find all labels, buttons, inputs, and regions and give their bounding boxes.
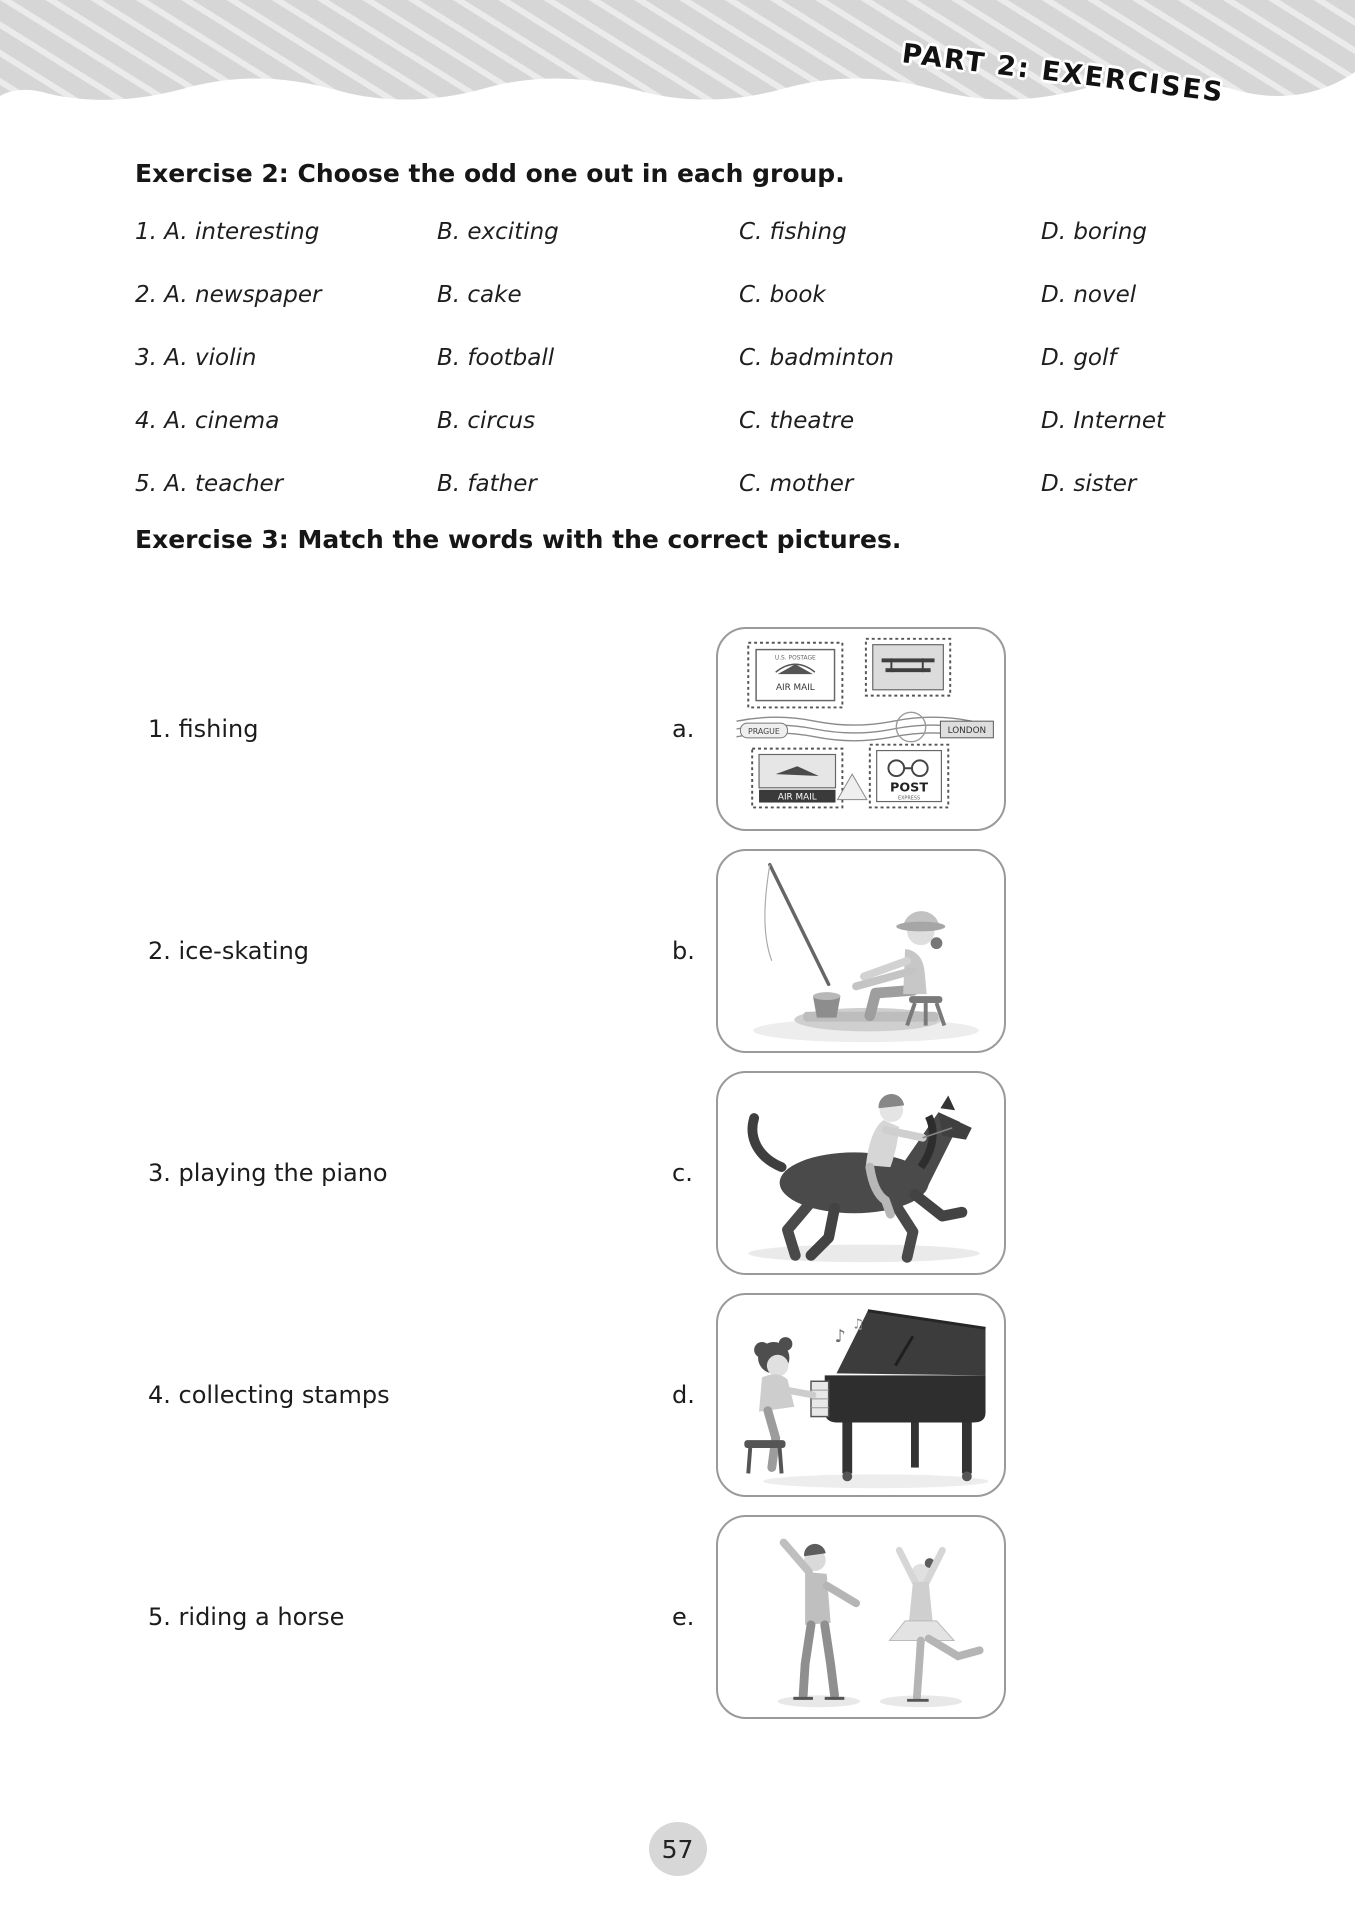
exercise2-table: [0, 200, 1355, 515]
ex2-option: B. circus: [437, 407, 536, 434]
stamp-label: AIR MAIL: [777, 792, 817, 803]
ex2-option: D. Internet: [1041, 407, 1166, 434]
match-row: [0, 618, 1355, 840]
ex2-option: 3. A. violin: [135, 344, 257, 371]
match-letter: b.: [672, 937, 695, 965]
match-row: [0, 1506, 1355, 1728]
ex2-option: 5. A. teacher: [135, 470, 284, 497]
horse-riding-illustration: [718, 1073, 1004, 1273]
match-word: 4. collecting stamps: [148, 1381, 390, 1409]
page-number: 57: [649, 1822, 707, 1876]
part-label: PART 2: EXERCISES: [900, 38, 1226, 109]
ex2-option: C. badminton: [739, 344, 895, 371]
picture-box-e: [716, 1515, 1006, 1719]
match-word: 2. ice-skating: [148, 937, 310, 965]
ice-skating-pair-illustration: [718, 1517, 1004, 1717]
stamp-label: PRAGUE: [748, 726, 780, 736]
playing-piano-illustration: [718, 1295, 1004, 1495]
exercise3-match-area: [0, 618, 1355, 1728]
ex2-option: 2. A. newspaper: [135, 281, 322, 308]
picture-box-b: [716, 849, 1006, 1053]
ex2-option: B. cake: [437, 281, 522, 308]
music-note-icon: ♪: [834, 1327, 846, 1348]
ex2-option: 1. A. interesting: [135, 218, 320, 245]
stamp-label: U.S. POSTAGE: [774, 655, 816, 662]
ex2-option: D. boring: [1041, 218, 1148, 245]
stamp-label: AIR MAIL: [775, 682, 815, 693]
ex2-option: D. novel: [1041, 281, 1137, 308]
match-word: 5. riding a horse: [148, 1603, 345, 1631]
stamp-label: POST: [890, 780, 929, 796]
ex2-row: [135, 263, 1355, 326]
match-row: [0, 1284, 1355, 1506]
match-letter: a.: [672, 715, 695, 743]
stamps-collection-illustration: [718, 629, 1004, 829]
match-row: [0, 1062, 1355, 1284]
ex2-option: C. fishing: [739, 218, 847, 245]
stamp-label: LONDON: [947, 725, 987, 736]
picture-box-d: [716, 1293, 1006, 1497]
stamp-label: EXPRESS: [897, 795, 921, 802]
ex2-option: D. sister: [1041, 470, 1137, 497]
ex2-row: [135, 200, 1355, 263]
music-note-icon: ♫: [852, 1316, 865, 1333]
ex2-option: C. book: [739, 281, 826, 308]
ex2-row: [135, 452, 1355, 515]
match-letter: e.: [672, 1603, 695, 1631]
girl-fishing-illustration: [718, 851, 1004, 1051]
ex2-option: B. exciting: [437, 218, 559, 245]
ex2-option: C. mother: [739, 470, 854, 497]
ex2-option: C. theatre: [739, 407, 855, 434]
ex2-option: D. golf: [1041, 344, 1117, 371]
picture-box-c: [716, 1071, 1006, 1275]
match-word: 1. fishing: [148, 715, 259, 743]
page-content: [0, 125, 1355, 1728]
exercise2-title: Exercise 2: Choose the odd one out in each group.: [135, 159, 845, 188]
ex2-option: 4. A. cinema: [135, 407, 280, 434]
match-row: [0, 840, 1355, 1062]
ex2-option: B. father: [437, 470, 537, 497]
match-letter: d.: [672, 1381, 695, 1409]
exercise3-title: Exercise 3: Match the words with the correct pictures.: [135, 525, 902, 554]
ex2-row: [135, 326, 1355, 389]
ex2-row: [135, 389, 1355, 452]
picture-box-a: [716, 627, 1006, 831]
match-word: 3. playing the piano: [148, 1159, 388, 1187]
match-letter: c.: [672, 1159, 693, 1187]
ex2-option: B. football: [437, 344, 555, 371]
